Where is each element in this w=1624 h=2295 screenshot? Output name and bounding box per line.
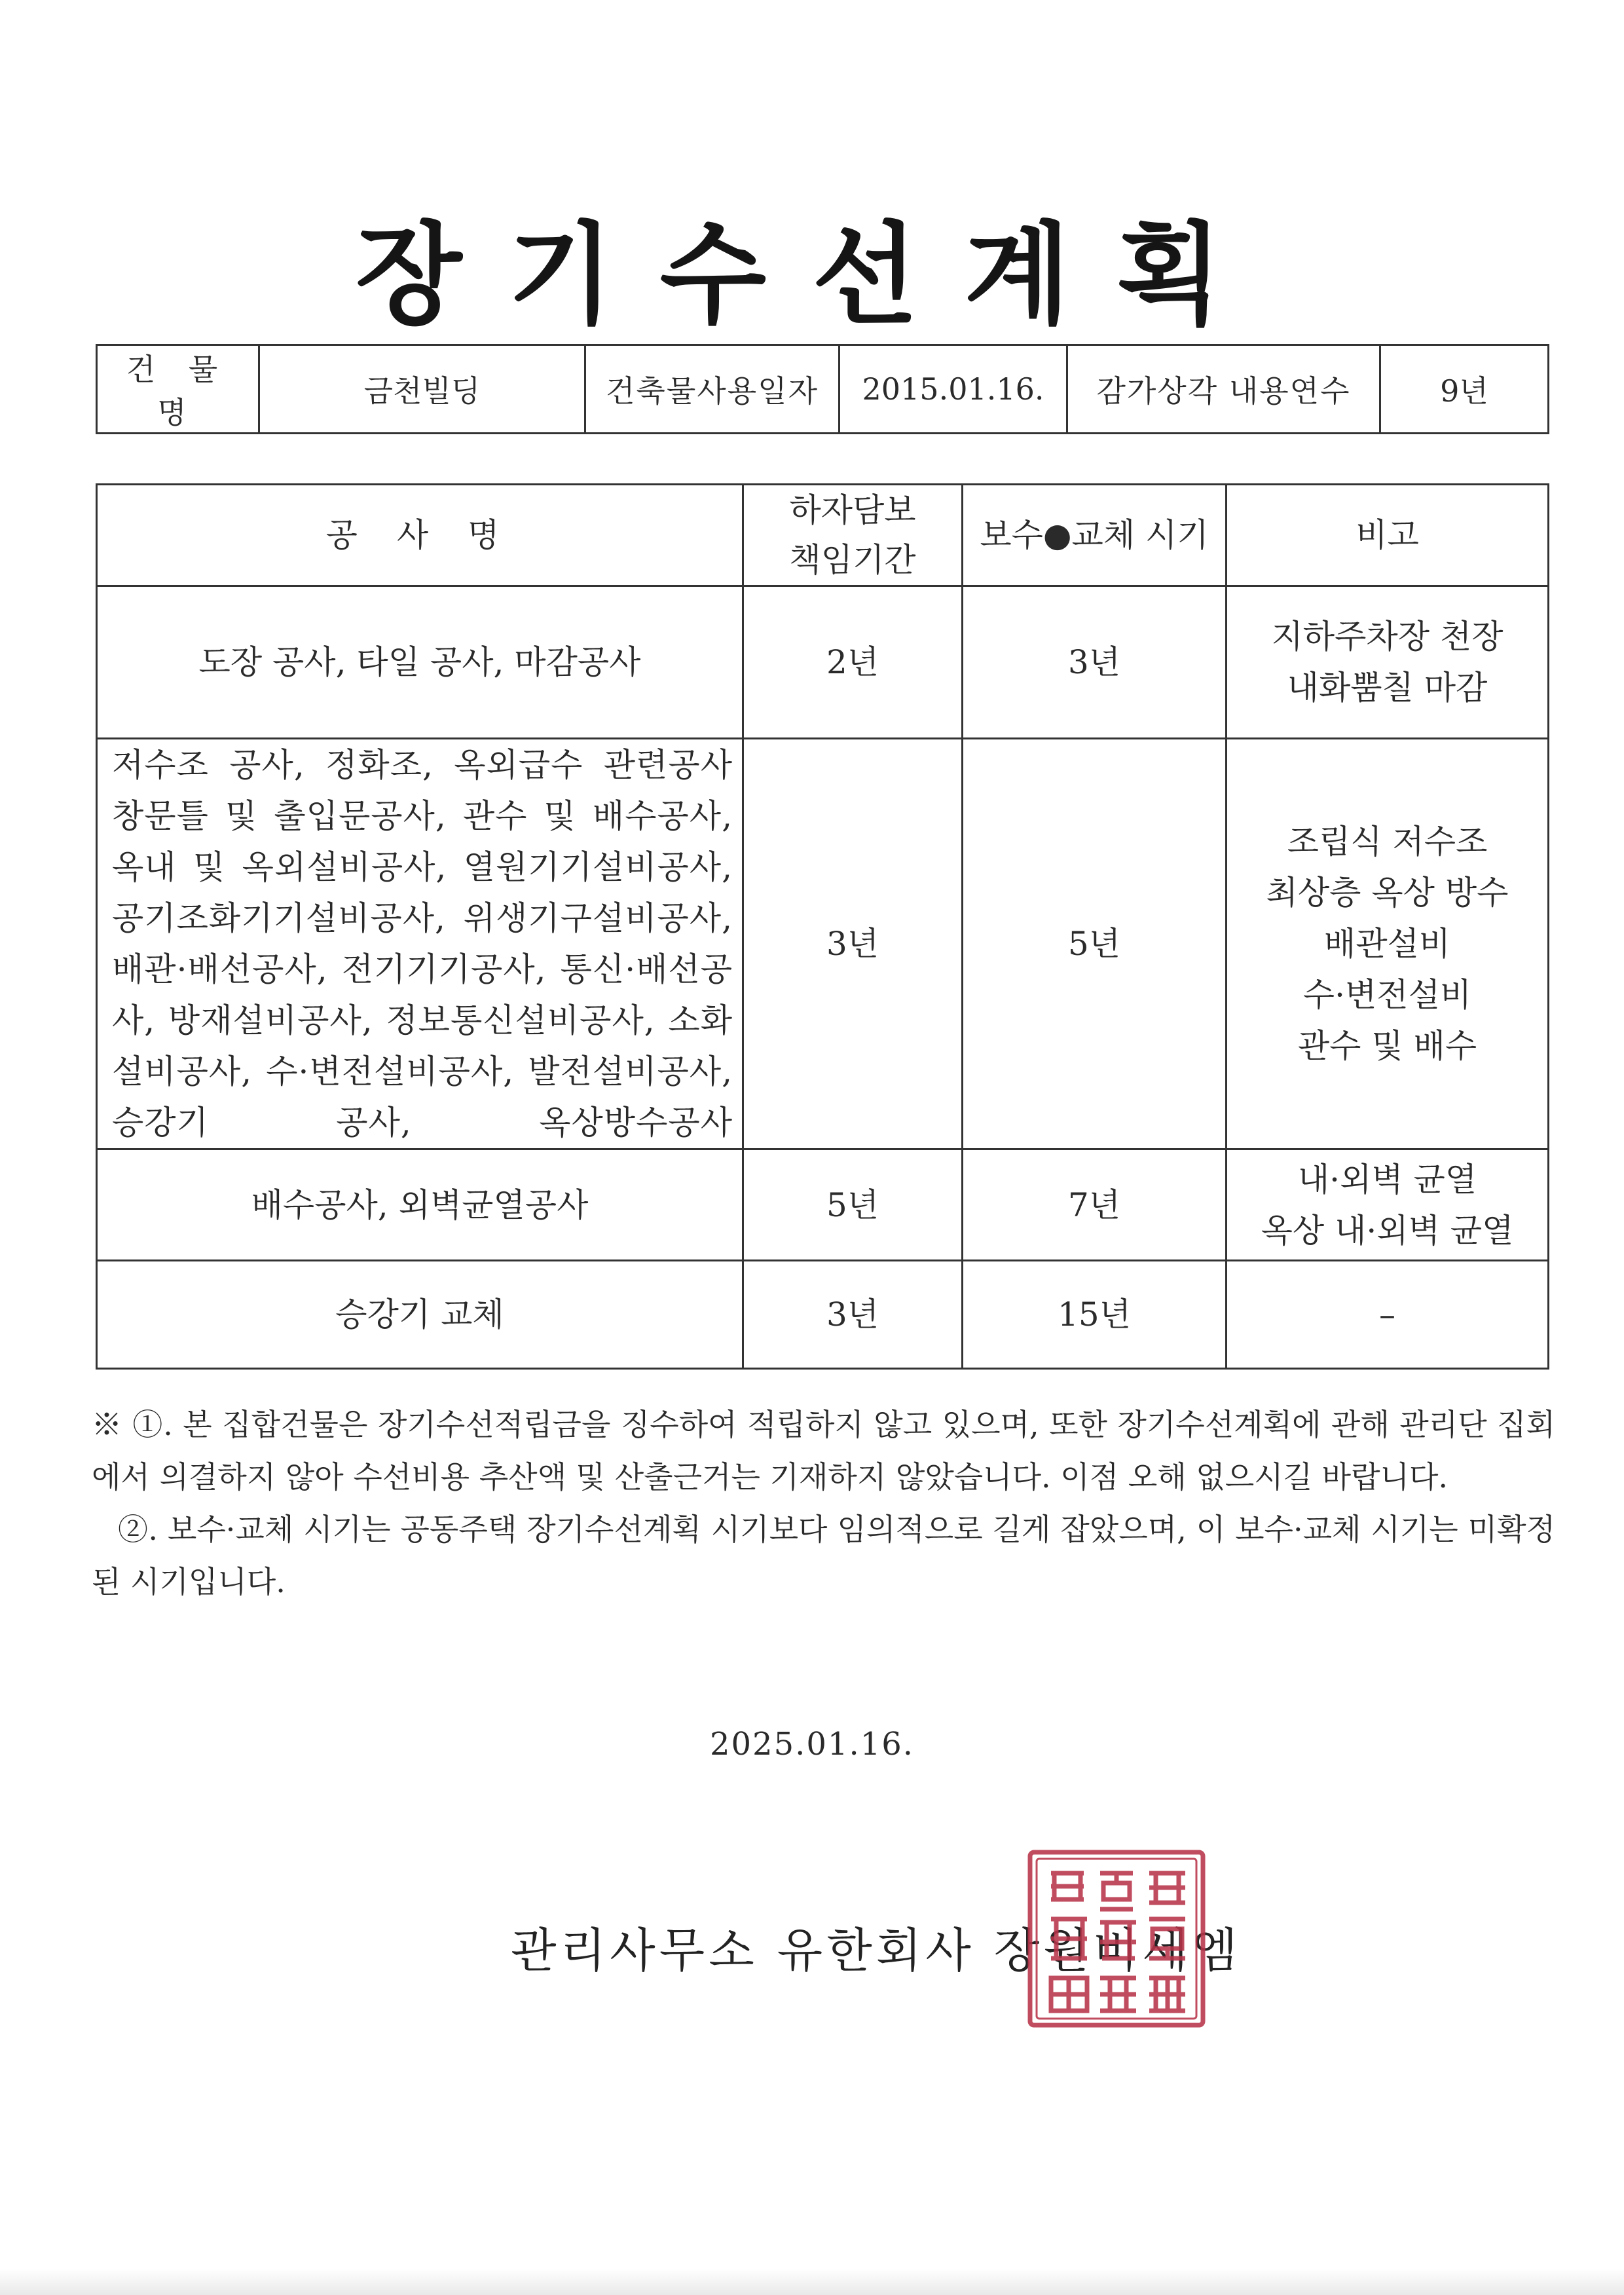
depreciation-life-value: 9년 [1380, 345, 1549, 434]
depreciation-life-label: 감가상각 내용연수 [1067, 345, 1380, 434]
table-row [97, 586, 1549, 739]
row-note: – [1227, 1261, 1549, 1369]
issuer-signature: 관리사무소 유한회사 장원비세엠 [511, 1923, 1242, 1978]
header-cycle: 보수●교체 시기 [963, 485, 1227, 586]
company-seal-icon [1025, 1847, 1208, 2030]
table-row [97, 1261, 1549, 1369]
header-note: 비고 [1227, 485, 1549, 586]
row-warranty: 3년 [743, 739, 963, 1149]
row-cycle: 7년 [963, 1149, 1227, 1261]
table-header-row [97, 485, 1549, 586]
use-date-label: 건축물사용일자 [585, 345, 840, 434]
row-cycle: 5년 [963, 739, 1227, 1149]
header-work-name: 공 사 명 [97, 485, 743, 586]
scan-edge [0, 2269, 1624, 2295]
row-note: 조립식 저수조 최상층 옥상 방수 배관설비 수·변전설비 관수 및 배수 [1227, 739, 1549, 1149]
header-warranty-text: 하자담보 책임기간 [789, 491, 916, 579]
note-2: ②. 보수·교체 시기는 공동주택 장기수선계획 시기보다 임의적으로 길게 잡았으며, 이 보수·교체 시기는 미확정된 시기입니다. [92, 1512, 1555, 1599]
row-work-name: 승강기 교체 [97, 1261, 743, 1369]
row-cycle: 3년 [963, 586, 1227, 739]
row-work-name: 저수조 공사, 정화조, 옥외급수 관련공사 창문틀 및 출입문공사, 관수 및 배수공사, 옥내 및 옥외설비공사, 열원기기설비공사, 공기조화기기설비공사, 위생기구설비공사, 배관·배선공사, 전기기기공사, 통신·배선공사, 방재설비공사, 정보통신설비공사, 소화설비공사, 수·변전설비공사, 발전설비공사, 승강기 공사, 옥상방수공사 [97, 739, 743, 1149]
building-name-label: 건 물 명 [97, 345, 259, 434]
use-date-value: 2015.01.16. [840, 345, 1067, 434]
building-info-table [96, 344, 1549, 434]
row-note: 내·외벽 균열 옥상 내·외벽 균열 [1227, 1149, 1549, 1261]
row-note: 지하주차장 천장 내화뿜칠 마감 [1227, 586, 1549, 739]
row-work-name: 배수공사, 외벽균열공사 [97, 1149, 743, 1261]
header-warranty [743, 485, 963, 586]
table-row [97, 1149, 1549, 1261]
row-warranty: 3년 [743, 1261, 963, 1369]
table-row [97, 739, 1549, 1149]
row-warranty: 5년 [743, 1149, 963, 1261]
note-1: ※ ①. 본 집합건물은 장기수선적립금을 징수하여 적립하지 않고 있으며, 또한 장기수선계획에 관해 관리단 집회에서 의결하지 않아 수선비용 추산액 및 산출근거는 기재하지 않았습니다. 이점 오해 없으시길 바랍니다. [92, 1407, 1555, 1495]
document-date: 2025.01.16. [709, 1726, 915, 1763]
row-work-name: 도장 공사, 타일 공사, 마감공사 [97, 586, 743, 739]
row-cycle: 15년 [963, 1261, 1227, 1369]
repair-plan-table [96, 483, 1549, 1370]
document-title: 장기수선계획 [356, 211, 1268, 339]
notes-section [92, 1398, 1555, 1608]
building-name-value: 금천빌딩 [259, 345, 585, 434]
row-warranty: 2년 [743, 586, 963, 739]
